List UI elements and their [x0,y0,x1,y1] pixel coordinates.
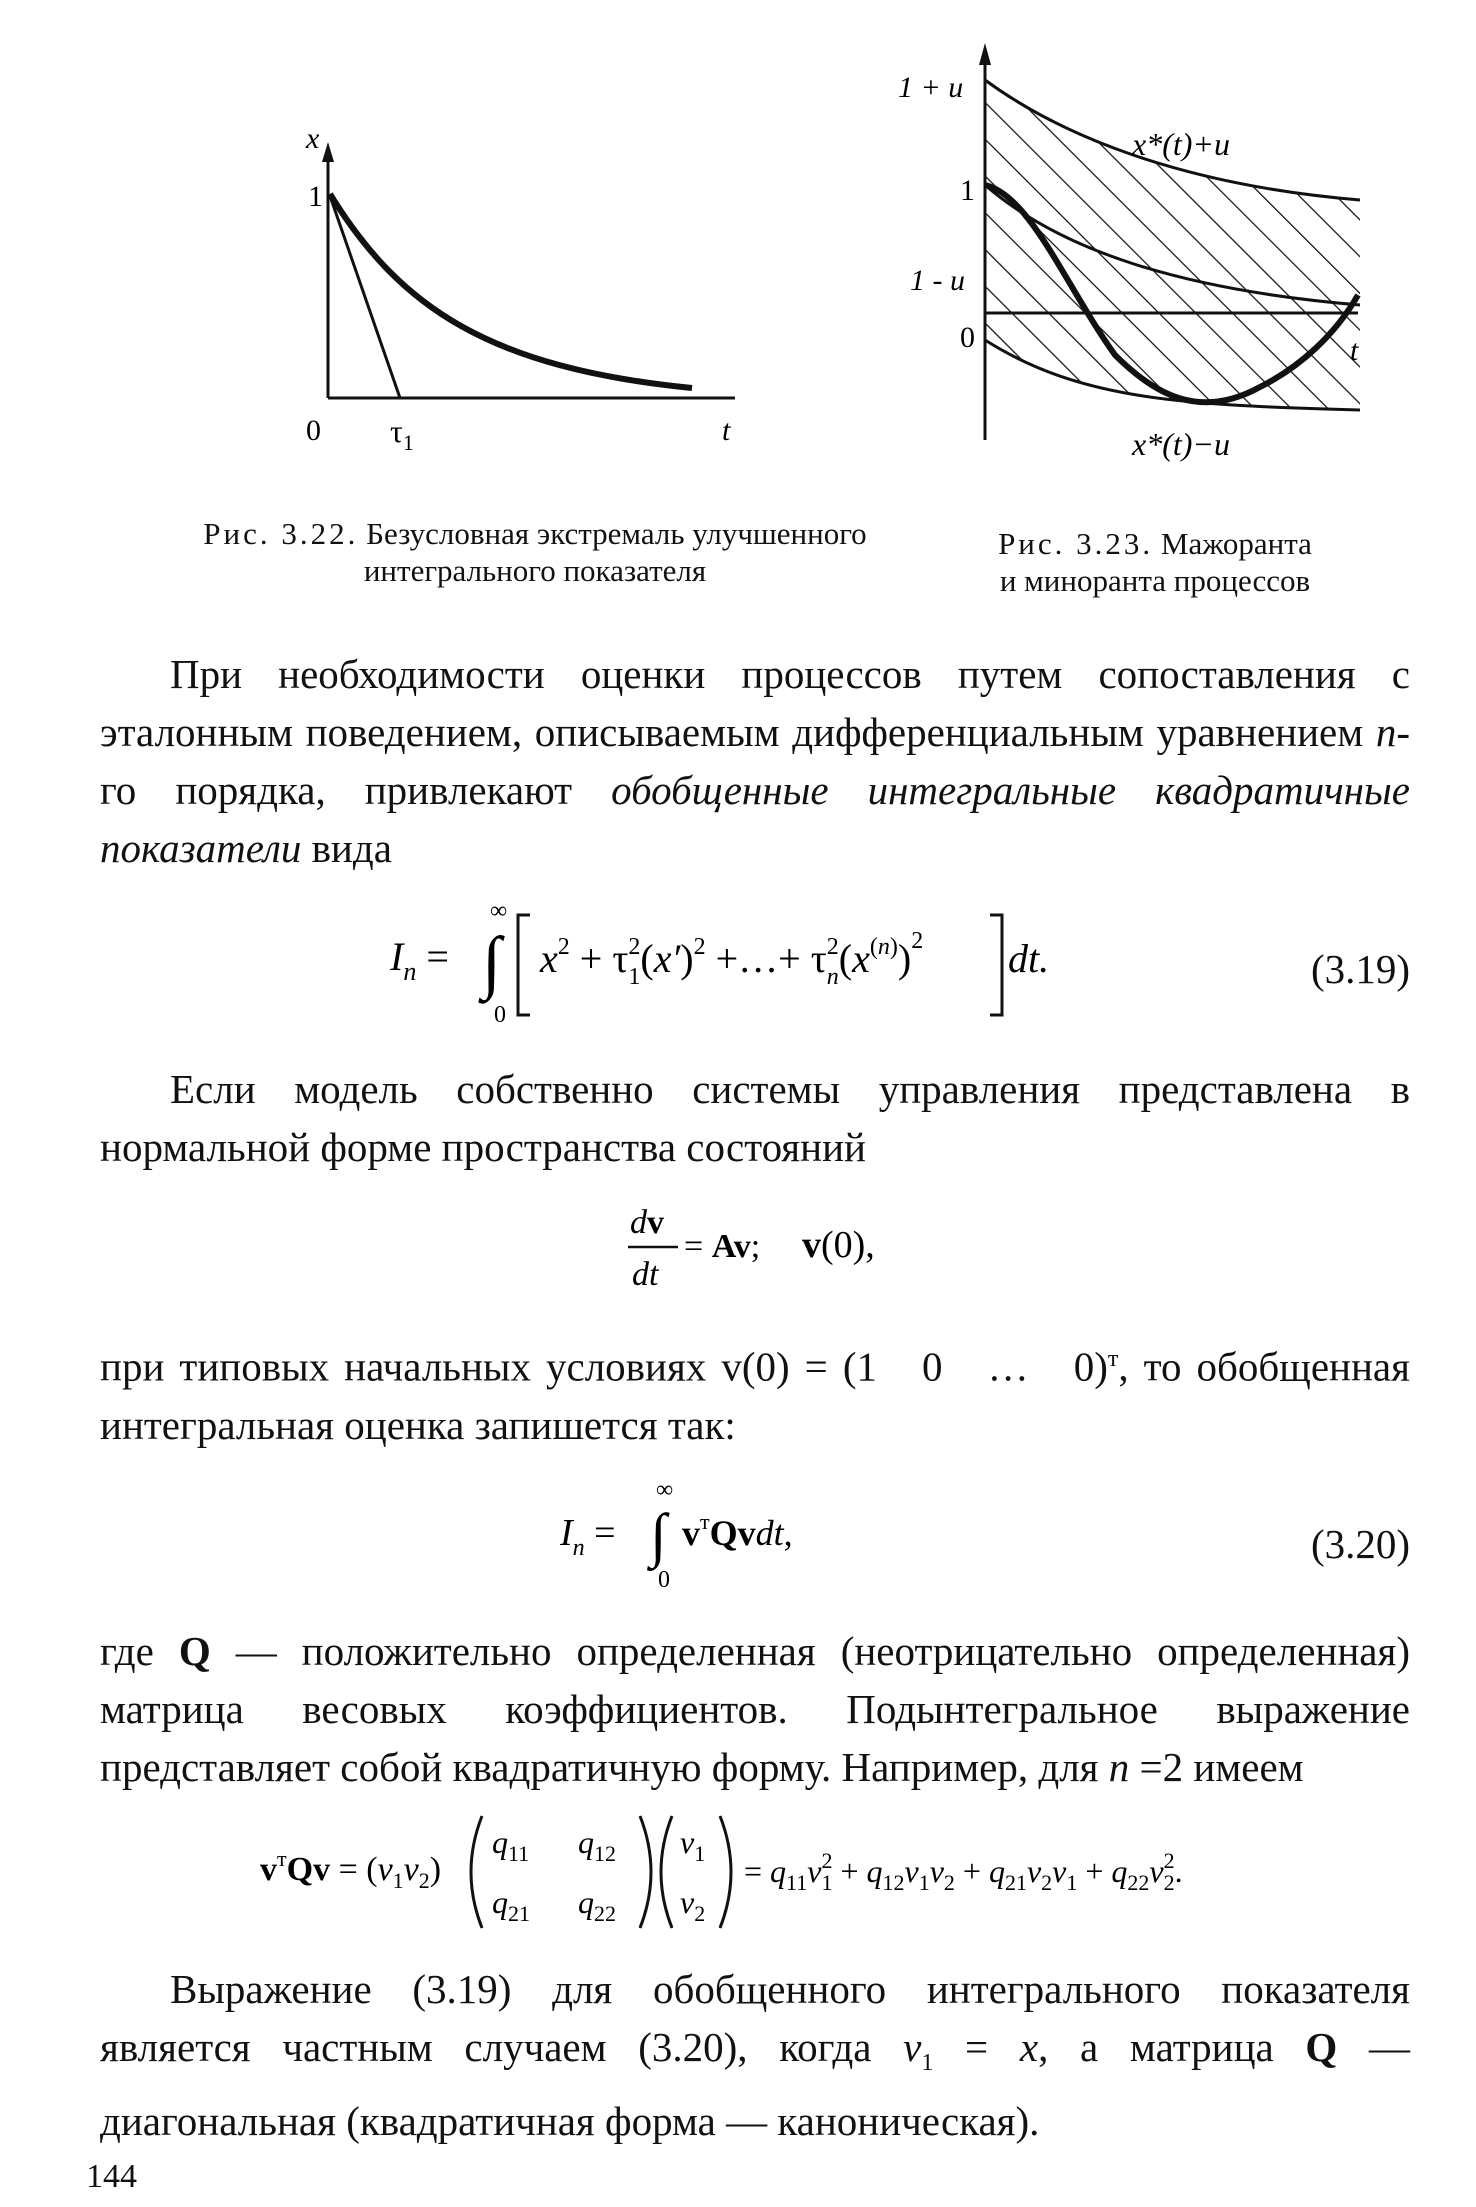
fig22-x-label: t [722,414,731,447]
p3-transpose: т [1107,1346,1119,1372]
fig22-tau-label: $\tau_1$ [390,413,414,455]
p5-x: x [1019,2024,1039,2070]
p1-text-c: вида [301,825,392,871]
fig23-caption-text2: и миноранта процессов [999,563,1311,598]
p5-Q: Q [1305,2024,1338,2070]
svg-text:v2: $v_2$ [680,1884,706,1926]
p3-text-b: , то обобщенная интегральная оценка запишется так: [100,1343,1410,1448]
paragraph-4 [100,1622,1410,1796]
p4-n: n [1108,1744,1130,1790]
svg-text:In =: $I_n$ = [390,934,449,986]
svg-text:vтQv = (v1v2): $v^тQv = (v_1v_2)$ [260,1846,442,1893]
svg-text:∞: ∞ [490,898,508,924]
figure-3-23 [880,35,1400,485]
state-equation [620,1195,920,1305]
fig23-caption-label: Рис. 3.23. [998,526,1154,561]
fig23-tick-zero: 0 [960,321,975,354]
p1-emphasis: обобщенные интегральные квадратичные показатели [100,767,1410,871]
svg-text:q11: $q_{11}$ [492,1824,530,1866]
equation-3-19 [390,890,1110,1030]
svg-text:v(0),: v(0), [802,1224,875,1266]
svg-text:∫: ∫ [482,924,502,1001]
fig23-caption-text1: Мажоранта [1160,526,1312,561]
eq-3-19-number: (3.19) [1310,946,1410,992]
paragraph-5 [100,1960,1410,2150]
fig23-tick-low: 1 - u [910,264,965,297]
p5-text-c: — диагональная (квадратичная форма — каноническая). [100,2024,1411,2145]
fig22-y-label: x [306,128,320,155]
svg-text:q21: $q_{21}$ [492,1884,530,1926]
fig22-y-tick-1: 1 [308,180,323,213]
p5-v: v [903,2024,922,2070]
fig22-caption-text2: интегрального показателя [363,553,707,588]
svg-text:dv: dv [630,1204,664,1241]
svg-text:x2 + τ21(x′)2 +…+ τ2n(x(n))2: $x^2 + \tau^2$ $1(x')^2$ +…+ $\tau^2$ n(x(n))$^2$ [540,928,924,990]
svg-text:dt: dt [632,1256,659,1293]
quadratic-form-equation [260,1808,1280,1938]
svg-text:= Av;: = Av; [684,1228,761,1265]
paragraph-3 [100,1330,1410,1454]
equation-3-20 [560,1475,920,1595]
fig23-tick-top: 1 + u [898,71,964,104]
p1-text-b: -го порядка, привлекают [100,709,1410,813]
p5-text-b: , а матрица [1038,2024,1306,2070]
fig22-tangent-line [330,196,400,398]
p3-v0: v(0) = (1 0 … 0) [721,1343,1108,1390]
fig23-upper-label: x*(t)+u [1132,126,1230,162]
p4-text-b: — положительно определенная (неотрицательно определенная) матрица весовых коэффициентов. Подынтегральное выражение представляет собой квадратичную форму. Например, для [100,1628,1410,1790]
svg-text:q22: $q_{22}$ [578,1884,616,1926]
fig22-extremal-curve [330,194,692,388]
fig23-tick-one: 1 [960,174,975,207]
page-number: 144 [86,2158,137,2195]
fig23-lower-label: x*(t)−u [1132,426,1230,462]
p5-equals: = [933,2024,1020,2070]
svg-text:∫: ∫ [650,1502,667,1568]
eq-3-20-number: (3.20) [1310,1521,1410,1567]
fig22-caption-label: Рис. 3.22. [203,516,359,551]
svg-text:q12: $q_{12}$ [578,1824,616,1866]
svg-text:vтQvdt,: $v^тQvdt$, [682,1509,793,1553]
figure-3-22 [290,128,760,458]
p3-text-a: при типовых начальных условиях [100,1343,722,1390]
fig23-x-label: t [1350,334,1359,367]
svg-text:dt.: dt. [1008,936,1050,981]
fig22-y-arrow [322,142,334,162]
fig22-caption-text1: Безусловная экстремаль улучшенного [366,516,867,551]
p4-text-c: =2 имеем [1129,1744,1304,1790]
figure-3-22-caption [160,515,910,589]
svg-text:0: 0 [658,1567,670,1593]
figure-3-23-caption [940,525,1370,599]
fig23-y-arrow [979,43,991,65]
p1-n: n [1375,709,1397,755]
svg-text:In =: $I_n$ = [560,1512,616,1561]
p2-text: Если модель собственно системы управления представлена в нормальной форме пространства состояний [100,1066,1410,1170]
svg-text:∞: ∞ [656,1477,674,1503]
p5-v-subscript: 1 [921,2050,934,2077]
fig22-origin-label: 0 [306,414,321,447]
paragraph-1 [100,645,1410,877]
svg-text:= q11v21 + q12v1v2 + q21v2v1 +: = $q_{11}v^2$ $1 + q_{12}v_1v_2 + q_{21}v_2v_1 + q_{22}v^2$ 2. [744,1848,1183,1895]
svg-text:v1: $v_1$ [680,1824,706,1866]
p5-text-a: Выражение (3.19) для обобщенного интегрального показателя является частным случаем (3.20), когда [100,1966,1410,2070]
p4-Q: Q [178,1628,211,1674]
paragraph-2 [100,1060,1410,1176]
p4-text-a: где [100,1628,179,1674]
p1-text-a: При необходимости оценки процессов путем сопоставления с эталонным поведением, описываемым дифференциальным уравнением [100,651,1410,755]
svg-text:0: 0 [494,1002,506,1028]
